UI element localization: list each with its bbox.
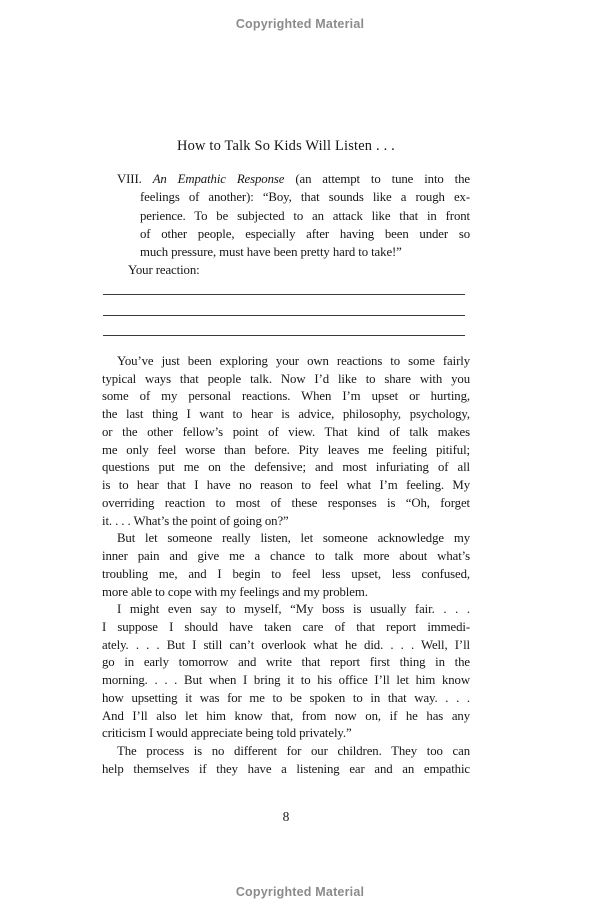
body-line: the last thing I want to hear is advice, philosophy, psychology,: [102, 407, 470, 422]
body-line: inner pain and give me a chance to talk more about what’s: [102, 549, 470, 564]
exercise-line: feelings of another): “Boy, that sounds like a rough ex-: [140, 190, 470, 205]
page-number: 8: [282, 809, 290, 824]
body-text: [102, 353, 470, 779]
body-line: some of my personal reactions. When I’m upset or hurting,: [102, 389, 470, 404]
exercise-line: [102, 170, 470, 188]
body-line: go in early tomorrow and write that report first thing in the: [102, 655, 470, 670]
body-line: And I’ll also let him know that, from now on, if he has any: [102, 708, 470, 723]
copyright-notice-bottom: Copyrighted Material: [235, 885, 365, 899]
exercise-item-viii: [102, 170, 470, 280]
answer-blank-line: [103, 294, 465, 295]
exercise-line: of other people, especially after having been under so: [140, 226, 470, 241]
body-line: typical ways that people talk. Now I’d like to share with you: [102, 371, 470, 386]
body-line: morning. . . . But when I bring it to his office I’ll let him know: [102, 673, 470, 688]
body-line: troubling me, and I begin to feel less upset, less confused,: [102, 566, 470, 581]
body-line: questions put me on the defensive; and most infuriating of all: [102, 460, 470, 475]
body-line: You’ve just been exploring your own reactions to some fairly: [117, 354, 470, 368]
running-head: How to Talk So Kids Will Listen . . .: [177, 138, 395, 154]
body-line: But let someone really listen, let someone acknowledge my: [117, 531, 470, 546]
body-line: more able to cope with my feelings and my problem.: [102, 584, 368, 599]
copyright-notice-top: Copyrighted Material: [235, 17, 365, 31]
body-line: criticism I would appreciate being told privately.”: [102, 726, 352, 741]
body-line: ately. . . . But I still can’t overlook what he did. . . . Well, I’ll: [102, 637, 470, 652]
body-line: how upsetting it was for me to be spoken to in that way. . . .: [102, 690, 470, 705]
body-line: overriding reaction to most of these responses is “Oh, forget: [102, 495, 470, 510]
body-line: or the other fellow’s point of view. That kind of talk makes: [102, 424, 470, 439]
exercise-numeral: VIII.: [117, 172, 142, 186]
exercise-line: perience. To be subjected to an attack like that in front: [140, 208, 470, 223]
body-line: I suppose I should have taken care of that report immedi-: [102, 620, 470, 635]
answer-blank-line: [103, 315, 465, 316]
answer-blank-line: [103, 335, 465, 336]
exercise-title: An Empathic Response: [152, 172, 285, 186]
body-line: I might even say to myself, “My boss is usually fair. . . .: [117, 602, 470, 617]
reaction-prompt: Your reaction:: [128, 263, 200, 278]
exercise-line1-rest: (an attempt to tune into the: [295, 172, 470, 186]
body-line: is to hear that I have no reason to feel what I’m feeling. My: [102, 478, 470, 493]
body-line: me only feel worse than before. Pity leaves me feeling pitiful;: [102, 442, 470, 457]
body-line: help themselves if they have a listening ear and an empathic: [102, 761, 470, 776]
body-line: it. . . . What’s the point of going on?”: [102, 513, 289, 528]
body-line: The process is no different for our children. They too can: [117, 744, 470, 759]
exercise-line: much pressure, must have been pretty hard to take!”: [140, 245, 402, 260]
